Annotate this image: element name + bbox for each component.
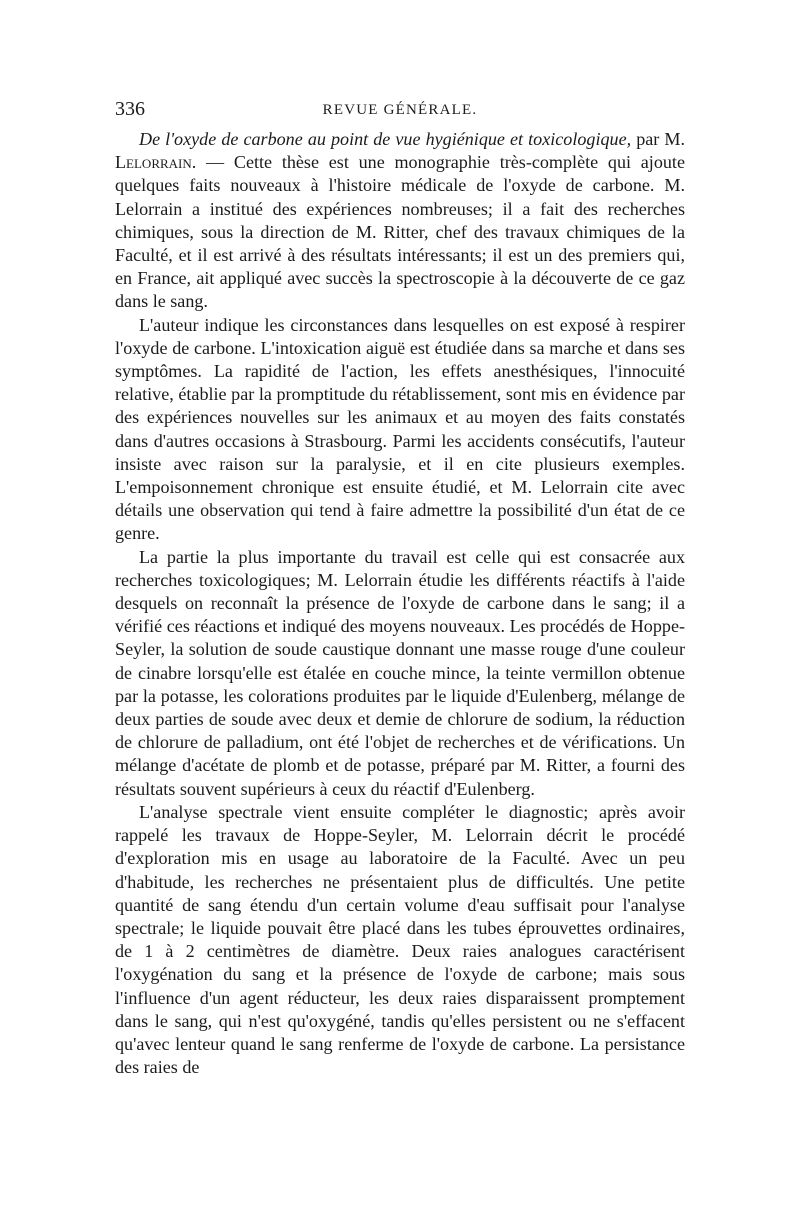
review-title: De l'oxyde de carbone au point de vue hygiénique et toxicologique, <box>139 129 632 149</box>
review-intro: . — Cette thèse est une monographie très-complète qui ajoute quelques faits nouveaux à l'histoire médicale de l'oxyde de carbone. M. Lelorrain a institué des expériences nombreuses; il a fait des recherches chimiques, sous la direction de M. Ritter, chef des travaux chimiques de la Faculté, et il est arrivé à des résultats intéressants; il est un des premiers qui, en France, ait appliqué avec succès la spectroscopie à la découverte de ce gaz dans le sang. <box>115 152 685 312</box>
page-number: 336 <box>115 98 145 120</box>
review-paragraph <box>115 128 685 314</box>
review-author: Lelorrain <box>115 152 192 173</box>
page-header <box>115 98 685 128</box>
body-text <box>115 128 685 1079</box>
running-title: REVUE GÉNÉRALE. <box>322 102 478 118</box>
paragraph-intoxication: L'auteur indique les circonstances dans lesquelles on est exposé à respirer l'oxyde de carbone. L'intoxication aiguë est étudiée dans sa marche et dans ses symptômes. La rapidité de l'action, les effets anesthésiques, l'innocuité relative, établie par la promptitude du rétablissement, sont mis en évidence par des expériences nouvelles sur les animaux et au moyen des faits constatés dans d'autres occasions à Strasbourg. Parmi les accidents consécutifs, l'auteur insiste avec raison sur la paralysie, et il en cite plusieurs exemples. L'empoisonnement chronique est ensuite étudié, et M. Lelorrain cite avec détails une observation qui tend à faire admettre la possibilité d'un état de ce genre. <box>115 314 685 544</box>
document-page <box>115 98 685 1079</box>
review-by: par M. <box>631 129 686 149</box>
paragraph-spectral-analysis: L'analyse spectrale vient ensuite compléter le diagnostic; après avoir rappelé les travaux de Hoppe-Seyler, M. Lelorrain décrit le procédé d'exploration mis en usage au laboratoire de la Faculté. Avec un peu d'habitude, les recherches ne présentaient plus de difficultés. Une petite quantité de sang étendu d'un certain volume d'eau suffisait pour l'analyse spectrale; le liquide pouvait être placé dans les tubes éprouvettes ordinaires, de 1 à 2 centimètres de diamètre. Deux raies analogues caractérisent l'oxygénation du sang et la présence de l'oxyde de carbone; mais sous l'influence d'un agent réducteur, les deux raies disparaissent promptement dans le sang, qui n'est qu'oxygéné, tandis qu'elles persistent ou ne s'effacent qu'avec lenteur quand le sang renferme de l'oxyde de carbone. La persistance des raies de <box>115 801 685 1078</box>
paragraph-toxicology: La partie la plus importante du travail est celle qui est consacrée aux recherches toxicologiques; M. Lelorrain étudie les différents réactifs à l'aide desquels on reconnaît la présence de l'oxyde de carbone dans le sang; il a vérifié ces réactions et indiqué des moyens nouveaux. Les procédés de Hoppe-Seyler, la solution de soude caustique donnant une masse rouge d'une couleur de cinabre lorsqu'elle est étalée en couche mince, la teinte vermillon obtenue par la potasse, les colorations produites par le liquide d'Eulenberg, mélange de deux parties de soude avec deux et demie de chlorure de sodium, la réduction de chlorure de palladium, ont été l'objet de recherches et de vérifications. Un mélange d'acétate de plomb et de potasse, préparé par M. Ritter, a fourni des résultats souvent supérieurs à ceux du réactif d'Eulenberg. <box>115 546 685 799</box>
